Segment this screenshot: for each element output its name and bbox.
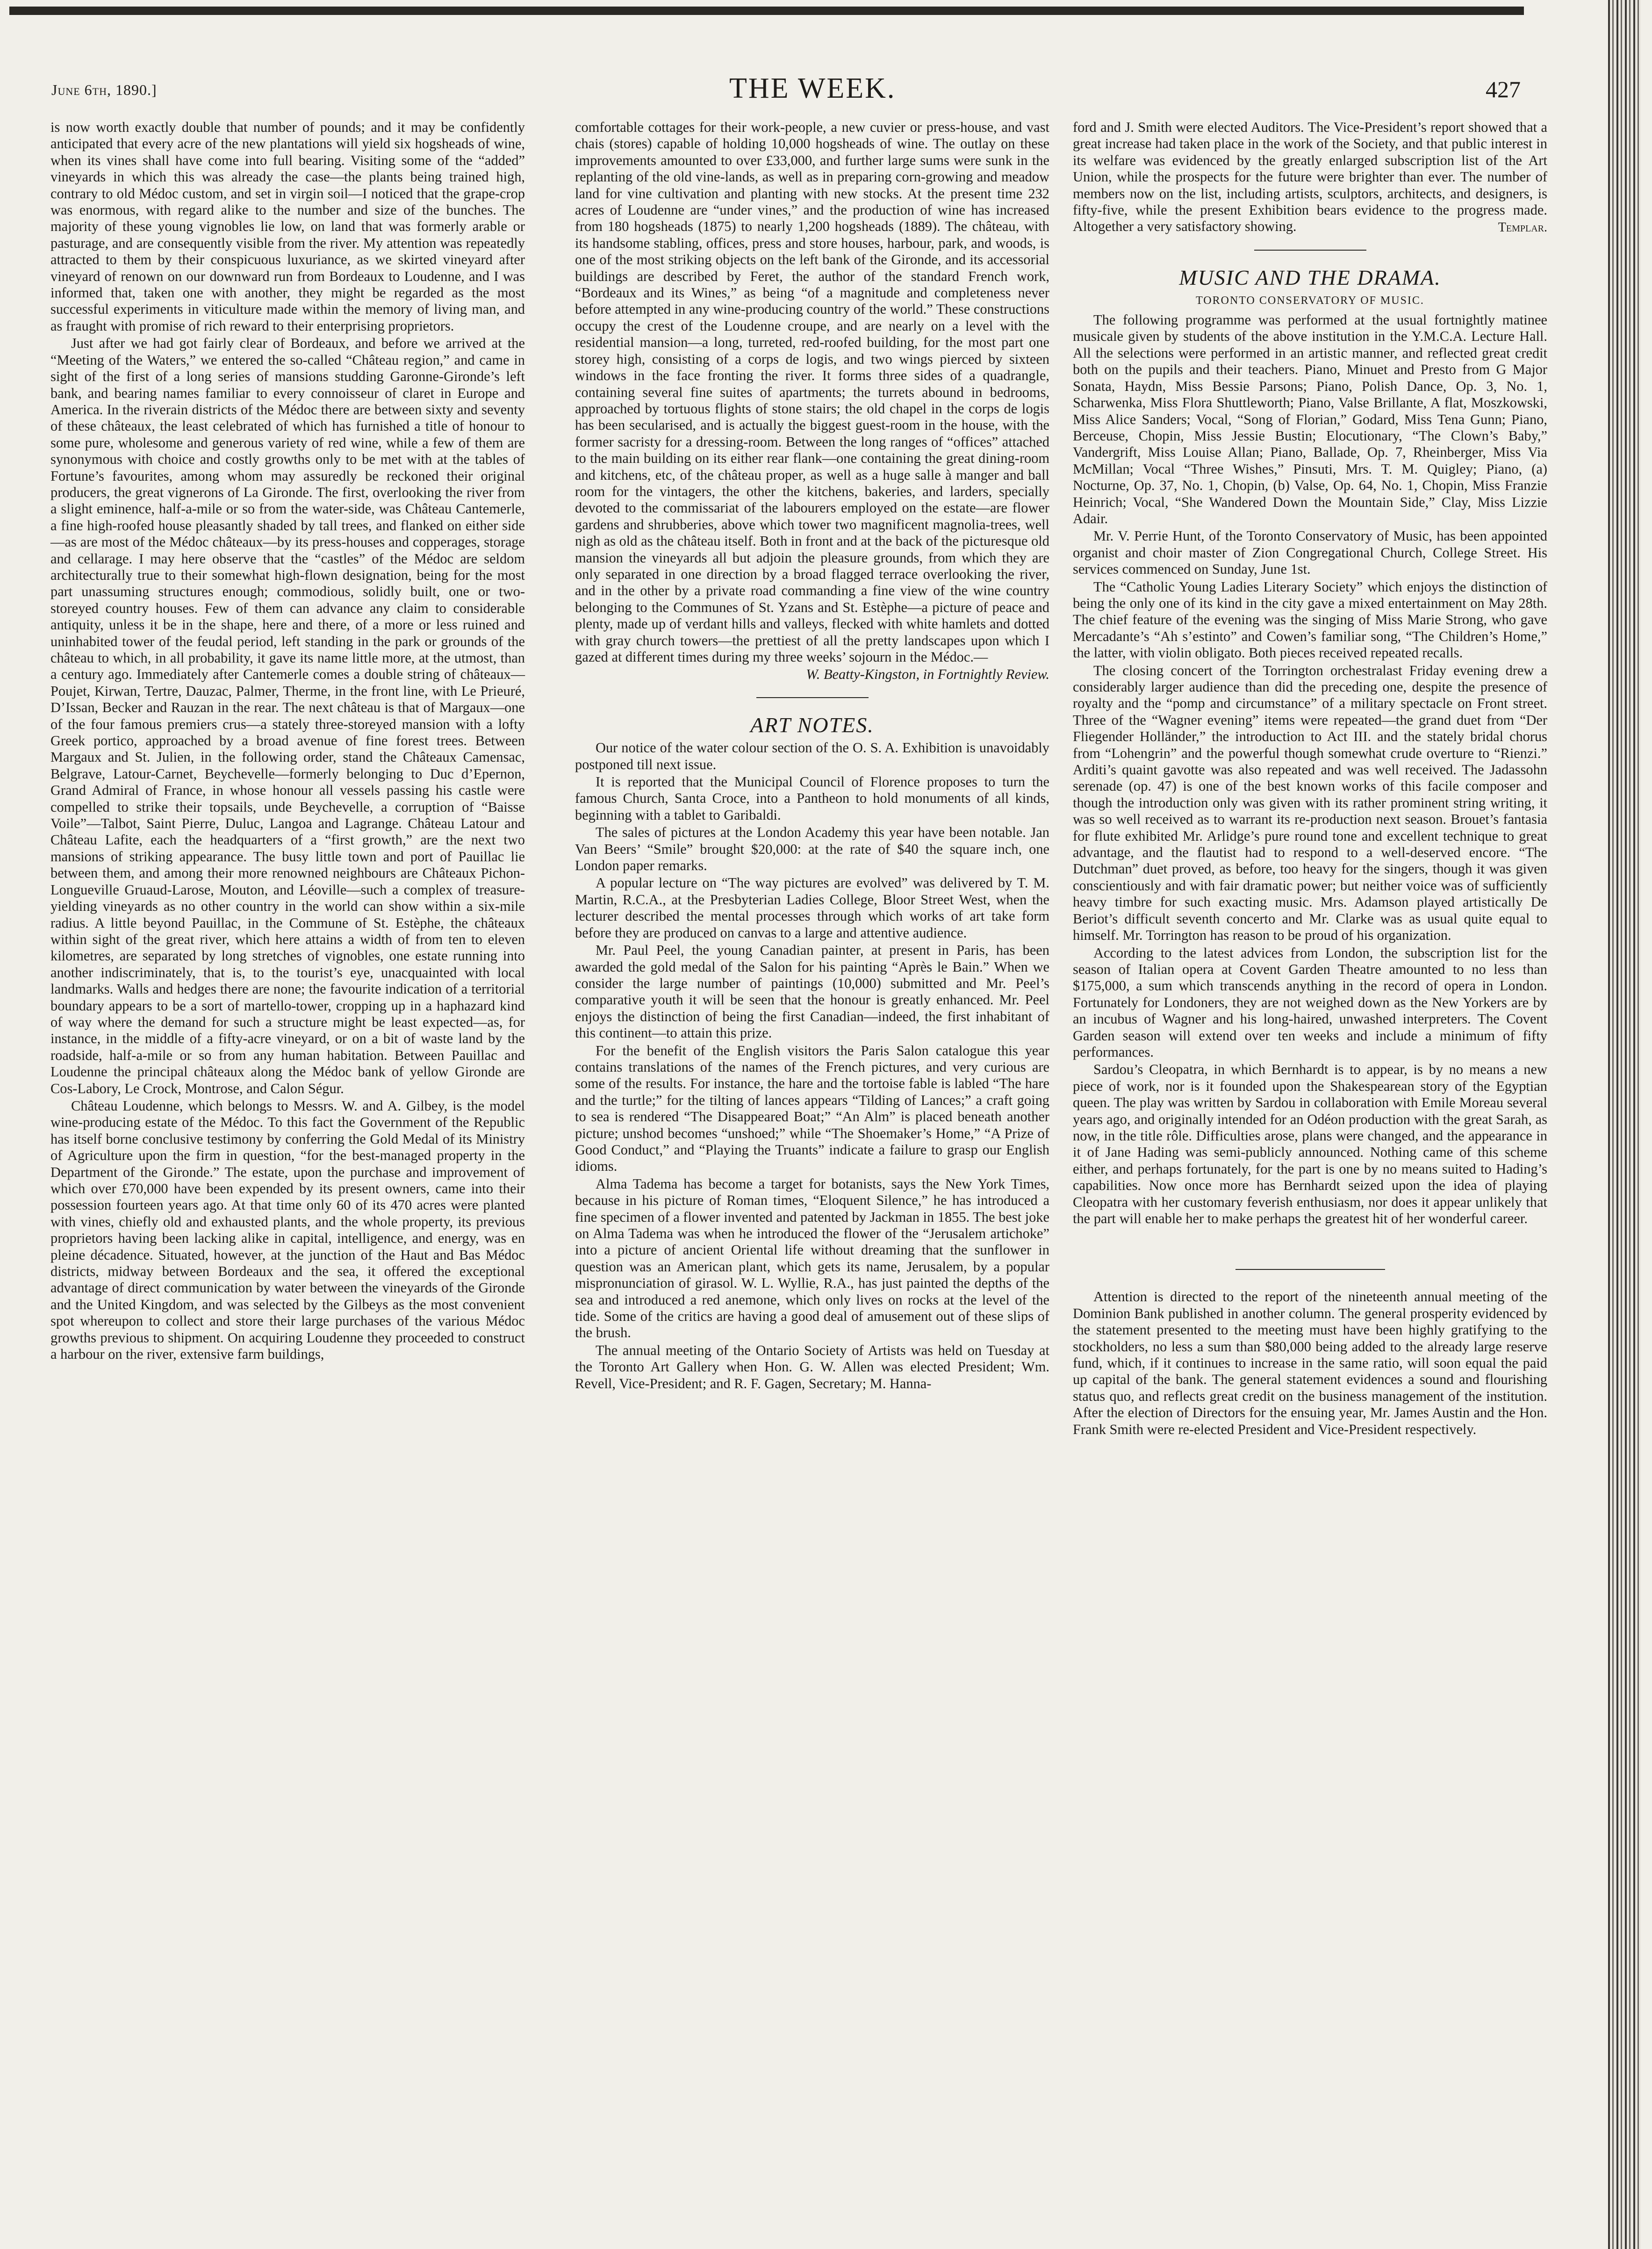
page-header bbox=[0, 70, 1652, 112]
paragraph: For the benefit of the English visitors the Paris Salon catalogue this year contains translations of the names of the French pictures, and very curious are some of the results. For instance, the hare and the tortoise fable is labled “The hare and the turtle;” for the tilting of lances appears “Tilding of Lances;” a craft going to sea is rendered “The Disappeared Boat;” “An Alm” is placed beneath another picture; unshod becomes “unshoed;” while “The Shoemaker’s Home,” “A Prize of Good Conduct,” and “Playing the Truants” indicate a failure to grasp our English idioms. bbox=[575, 1042, 1049, 1175]
section-title-art-notes: ART NOTES. bbox=[750, 713, 874, 737]
paragraph: Just after we had got fairly clear of Bordeaux, and before we arrived at the “Meeting of the Waters,” we entered the so-called “Château region,” and came in sight of the first of a long series of mansions studding Garonne-Gironde’s left bank, and bearing names familiar to every connoisseur of claret in Europe and America. In the riverain districts of the Médoc there are between sixty and seventy of these châteaux, the least celebrated of which has furnished a title of honour to some pure, wholesome and generous variety of red wine, while a few of them are synonymous with choice and costly growths only to be met with at the tables of Fortune’s favourites, among whom may assuredly be reckoned their original producers, the great vignerons of La Gironde. The first, overlooking the river from a slight eminence, half-a-mile or so from the water-side, was Château Cantemerle, a fine high-roofed house pleasantly shaded by tall trees, and flanked on either side—as are most of the Médoc châteaux—by its press-houses and copperages, storage and cellarage. I may here observe that the “castles” of the Médoc are seldom architecturally true to their somewhat high-flown designation, being for the most part unassuming structures enough; commodious, solidly built, one or two-storeyed country houses. Few of them can advance any claim to considerable antiquity, unless it be in the shape, here and there, of a more or less ruined and uninhabited tower of the feudal period, left standing in the park or grounds of the château to which, in all probability, it gave its name little more, at the utmost, than a century ago. Immediately after Cantemerle comes a double string of châteaux—Poujet, Kirwan, Tertre, Dauzac, Palmer, Therme, in the front line, with Le Prieuré, D’Issan, Becker and Rauzan in the rear. The next château is that of Margaux—one of the four famous premiers crus—a stately three-storeyed mansion with a lofty Greek portico, approached by a broad avenue of fine forest trees. Between Margaux and St. Julien, in the following order, stand the Châteaux Camensac, Belgrave, Latour-Carnet, Beychevelle—formerly belonging to Duc d’Epernon, Grand Admiral of France, in whose honour all vessels passing his castle were compelled to strike their topsails, unde Beychevelle, a corruption of “Baisse Voile”—Talbot, Saint Pierre, Duluc, Langoa and Lagrange. Château Latour and Château Lafite, each the headquarters of a “first growth,” are the next two mansions of striking appearance. The busy little town and port of Pauillac lie between them, and among their more renowned neighbours are Châteaux Pichon-Longueville Gruaud-Larose, Mouton, and Léoville—such a complex of treasure-yielding vineyards as no other country in the world can show within a six-mile radius. A little beyond Pauillac, in the Commune of St. Estèphe, the châteaux within sight of the great river, which here attains a width of from ten to eleven kilometres, are separated by long stretches of vignobles, one estate running into another indiscriminately, that is, to the tourist’s eye, unacquainted with local landmarks. Walls and hedges there are none; the favourite indication of a territorial boundary appears to be a sort of martello-tower, cropping up in a haphazard kind of way where the demand for such a structure might be least expected—as, for instance, in the middle of a fifty-acre vineyard, or on a bit of waste land by the roadside, half-a-mile or so from any human habitation. Between Pauillac and Loudenne the principal châteaux along the Médoc bank of yellow Gironde are Cos-Labory, Le Crock, Montrose, and Calon Ségur. bbox=[50, 335, 525, 1096]
paragraph: The sales of pictures at the London Academy this year have been notable. Jan Van Beers’ “Smile” brought $20,000: at the rate of $40 the square inch, one London paper remarks. bbox=[575, 824, 1049, 874]
top-border-rule bbox=[9, 7, 1524, 15]
column-1 bbox=[50, 119, 525, 1363]
section-divider bbox=[756, 697, 869, 698]
paragraph: The “Catholic Young Ladies Literary Society” which enjoys the distinction of being the only one of its kind in the city gave a mixed entertainment on May 28th. The chief feature of the evening was the singing of Miss Marie Strong, who gave Mercadante’s “Ah s’estinto” and Cowen’s familiar song, “The Children’s Home,” the latter, with violin obligato. Both pieces received repeated recalls. bbox=[1073, 578, 1547, 661]
publication-title: THE WEEK. bbox=[729, 72, 896, 104]
paragraph: Sardou’s Cleopatra, in which Bernhardt is to appear, is by no means a new piece of work, nor is it founded upon the Shakespearean story of the Egyptian queen. The play was written by Sardou in collaboration with Emile Moreau several years ago, and originally intended for an Odéon production with the great Sarah, as now, in the title rôle. Difficulties arose, plans were changed, and the appearance in it of Jane Hading was semi-publicly announced. Nothing came of this scheme either, and perhaps fortunately, for the part is one by no means suited to Hading’s capabilities. Now once more has Bernhardt seized upon the idea of playing Cleopatra with her customary feverish enthusiasm, nor does it appear unlikely that the part will enable her to make perhaps the greatest hit of her wonderful career. bbox=[1073, 1061, 1547, 1226]
paragraph: The closing concert of the Torrington orchestralast Friday evening drew a considerably larger audience than did the preceding one, despite the presence of royalty and the “pomp and circumstance” of a military spectacle on Front street. Three of the “Wagner evening” items were repeated—the grand duet from “Der Fliegender Holländer,” the introduction to Act III. and the stately bridal chorus from “Lohengrin” and the powerful though somewhat crude overture to “Rienzi.” Arditi’s quaint gavotte was also repeated and was well received. The Jadassohn serenade (op. 47) is one of the best known works of this facile composer and though the introduction only was given with its rather prominent string writing, it was so well received as to warrant its re-production next season. Brouet’s fantasia for flute exhibited Mr. Arlidge’s pure round tone and excellent technique to great advantage, and the flautist had to respond to a well-deserved encore. “The Dutchman” duet proved, as before, too heavy for the singers, though it was given conscientiously and with fair dramatic power; but neither voice was of sufficiently heavy timbre for such exacting music. Mrs. Adamson played artistically De Beriot’s difficult seventh concerto and Mr. Clarke was as usual quite equal to himself. Mr. Torrington has reason to be proud of his organization. bbox=[1073, 662, 1547, 944]
paragraph: Our notice of the water colour section of the O. S. A. Exhibition is unavoidably postponed till next issue. bbox=[575, 740, 1049, 772]
paragraph: Mr. V. Perrie Hunt, of the Toronto Conservatory of Music, has been appointed organist and choir master of Zion Congregational Church, College Street. His services commenced on Sunday, June 1st. bbox=[1073, 528, 1547, 577]
section-divider bbox=[1254, 250, 1366, 251]
column-2 bbox=[575, 119, 1049, 1393]
section-divider bbox=[1235, 1269, 1385, 1270]
page-binding-edge bbox=[1608, 0, 1641, 2249]
paragraph: Alma Tadema has become a target for botanists, says the New York Times, because in his picture of Roman times, “Eloquent Silence,” he has introduced a fine specimen of a flower invented and patented by Jackman in 1855. The best joke on Alma Tadema was when he introduced the flower of the “Jerusalem artichoke” into a picture of ancient Oriental life without dreaming that the sunflower in question was an American plant, which gets its name, Jerusalem, by a popular mispronunciation of girasol. W. L. Wyllie, R.A., has just painted the depths of the sea and introduced a red anemone, which only lives on rocks at the level of the tide. Some of the critics are having a good deal of amusement out of these slips of the brush. bbox=[575, 1175, 1049, 1341]
paragraph: The following programme was performed at the usual fortnightly matinee musicale given by students of the above institution in the Y.M.C.A. Lecture Hall. All the selections were performed in an artistic manner, and reflected great credit both on the pupils and their teachers. Piano, Minuet and Presto from G Major Sonata, Haydn, Miss Bessie Parsons; Piano, Polish Dance, Op. 3, No. 1, Scharwenka, Miss Flora Shuttleworth; Piano, Valse Brillante, A flat, Moszkowski, Miss Alice Sanders; Vocal, “Song of Florian,” Godard, Miss Tena Gunn; Piano, Berceuse, Chopin, Miss Jessie Bustin; Elocutionary, “The Clown’s Baby,” Vandergrift, Miss Louise Allan; Piano, Ballade, Op. 7, Rheinberger, Miss Via McMillan; Vocal “Three Wishes,” Pinsuti, Mrs. T. M. Quigley; Piano, (a) Nocturne, Op. 37, No. 1, Chopin, (b) Valse, Op. 64, No. 1, Chopin, Miss Franzie Heinrich; Vocal, “She Wandered Down the Mountain Side,” Clay, Miss Lizzie Adair. bbox=[1073, 312, 1547, 526]
paragraph: According to the latest advices from London, the subscription list for the season of Italian opera at Covent Garden Theatre amounted to no less than $175,000, a sum which transcends anything in the record of opera in London. Fortunately for Londoners, they are not weighed down as the New Yorkers are by an incubus of Wagner and his long-haired, unwashed interpreters. The Covent Garden season will extend over ten weeks and include a minimum of fifty performances. bbox=[1073, 944, 1547, 1060]
paragraph: The annual meeting of the Ontario Society of Artists was held on Tuesday at the Toronto Art Gallery when Hon. G. W. Allen was elected President; Wm. Revell, Vice-President; and R. F. Gagen, Secretary; M. Hanna- bbox=[575, 1342, 1049, 1391]
paragraph: Attention is directed to the report of the nineteenth annual meeting of the Dominion Bank published in another column. The general prosperity evidenced by the statement presented to the meeting must have been highly gratifying to the stockholders, no less a sum than $80,000 being added to the already large reserve fund, which, if it continues to increase in the same ratio, will soon equal the paid up capital of the bank. The general statement evidences a sound and flourishing status quo, and reflects great credit on the business management of the institution. After the election of Directors for the ensuing year, Mr. James Austin and the Hon. Frank Smith were re-elected President and Vice-President respectively. bbox=[1073, 1289, 1547, 1437]
signature: Templar. bbox=[1498, 220, 1547, 235]
paragraph: A popular lecture on “The way pictures are evolved” was delivered by T. M. Martin, R.C.A., at the Presbyterian Ladies College, Bloor Street West, when the lecturer described the mental processes through which works of art take form before they are produced on canvas to a large and attentive audience. bbox=[575, 875, 1049, 941]
paragraph: Château Loudenne, which belongs to Messrs. W. and A. Gilbey, is the model wine-producing estate of the Médoc. To this fact the Government of the Republic has itself borne conclusive testimony by conferring the Gold Medal of its Ministry of Agriculture upon the firm in question, “for the best-managed property in the Department of the Gironde.” The estate, upon the purchase and improvement of which over £70,000 have been expended by its present owners, came into their possession fourteen years ago. At that time only 60 of its 470 acres were planted with vines, chiefly old and exhausted plants, and the whole property, its previous proprietors having been lacking alike in capital, intelligence, and energy, was en pleine décadence. Situated, however, at the junction of the Haut and Bas Médoc districts, midway between Bordeaux and the sea, it offered the exceptional advantage of direct communication by water between the vineyards of the Gironde and the United Kingdom, and was selected by the Gilbeys as the most convenient spot whereupon to collect and store their large purchases of the various Médoc growths previous to shipment. On acquiring Loudenne they proceeded to construct a harbour on the river, extensive farm buildings, bbox=[50, 1097, 525, 1362]
paragraph: Mr. Paul Peel, the young Canadian painter, at present in Paris, has been awarded the gold medal of the Salon for his painting “Après le Bain.” When we consider the large number of paintings (10,000) submitted and Mr. Peel’s comparative youth it will be seen that the honour is greatly enhanced. Mr. Peel enjoys the distinction of being the first Canadian—indeed, the first inhabitant of this continent—to attain this prize. bbox=[575, 942, 1049, 1041]
issue-date: June 6th, 1890.] bbox=[51, 81, 157, 98]
column-3 bbox=[1073, 119, 1547, 1439]
paragraph: ford and J. Smith were elected Auditors. The Vice-President’s report showed that a great increase had taken place in the work of the Society, and that public interest in its welfare was evidenced by the greatly enlarged subscription list of the Art Union, while the prospects for the future were brighter than ever. The number of members now on the list, including artists, sculptors, architects, and designers, is fifty-five, while the present Exhibition bears evidence to the progress made. Altogether a very satisfactory showing. bbox=[1073, 119, 1547, 235]
subsection-heading: TORONTO CONSERVATORY OF MUSIC. bbox=[1196, 294, 1424, 307]
paragraph: is now worth exactly double that number of pounds; and it may be confidently anticipated that every acre of the new plantations will yield six hogsheads of wine, when its vines shall have come into full bearing. Visiting some of the “added” vineyards in which this was already the case—the plants being trained high, contrary to old Médoc custom, and set in virgin soil—I noticed that the grape-crop was enormous, with regard alike to the number and size of the bunches. The majority of these young vignobles lie low, on land that was formerly arable or pasturage, and are consequently visible from the river. My attention was repeatedly attracted to them by their conspicuous luxuriance, as we skirted vineyard after vineyard of renown on our downward run from Bordeaux to Loudenne, and I was informed that, taken one with another, they might be regarded as the most successful experiments in viticulture made within the memory of living man, and as fraught with promise of rich reward to their enterprising proprietors. bbox=[50, 119, 525, 334]
article-attribution: W. Beatty-Kingston, in Fortnightly Review. bbox=[806, 666, 1049, 683]
page-number: 427 bbox=[1486, 76, 1521, 102]
paragraph: comfortable cottages for their work-people, a new cuvier or press-house, and vast chais (stores) capable of holding 10,000 hogsheads of wine. The outlay on these improvements amounted to over £33,000, and further large sums were sunk in the replanting of the old vine-lands, as well as in preparing corn-growing and meadow land for vine cultivation and planting with new stocks. At the present time 232 acres of Loudenne are “under vines,” and the production of wine has increased from 180 hogsheads (1875) to nearly 1,200 hogsheads (1889). The château, with its handsome stabling, offices, press and store houses, harbour, park, and woods, is one of the most striking objects on the left bank of the Gironde, and its accessorial buildings are described by Feret, the author of the standard French work, “Bordeaux and its Wines,” as being “of a magnitude and completeness never before attempted in any wine-producing country of the world.” These constructions occupy the crest of the Loudenne croupe, and are nearly on a level with the residential mansion—a long, turreted, red-roofed building, for the most part one storey high, consisting of a corps de logis, and two wings pierced by sixteen windows in the face fronting the river. It forms three sides of a quadrangle, containing several fine suites of apartments; the turrets abound in bedrooms, approached by tortuous flights of stone stairs; the old chapel in the corps de logis has been secularised, and is actually the biggest guest-room in the house, with the former sacristy for a dressing-room. Between the long ranges of “offices” attached to the main building on its either rear flank—one containing the great dining-room and kitchens, etc, of the château proper, as well as a huge salle à manger and ball room for the vintagers, the other the kitchens, bakeries, and larders, specially devoted to the commissariat of the labourers employed on the estate—are flower gardens and shrubberies, above which tower two magnificent magnolia-trees, well nigh as old as the château itself. Both in front and at the back of the picturesque old mansion the vineyards all but adjoin the pleasure grounds, from which they are only separated in one direction by a broad flagged terrace overlooking the river, and in the other by a private road commanding a fine view of the wine country belonging to the Communes of St. Yzans and St. Estèphe—a picture of peace and plenty, made up of verdant hills and valleys, flecked with white hamlets and dotted with gray church towers—the prettiest of all the pretty landscapes upon which I gazed at different times during my three weeks’ sojourn in the Médoc.— bbox=[575, 119, 1049, 665]
section-title-music-drama: MUSIC AND THE DRAMA. bbox=[1179, 266, 1441, 290]
paragraph: It is reported that the Municipal Council of Florence proposes to turn the famous Church, Santa Croce, into a Pantheon to hold monuments of all kinds, beginning with a tablet to Garibaldi. bbox=[575, 774, 1049, 823]
